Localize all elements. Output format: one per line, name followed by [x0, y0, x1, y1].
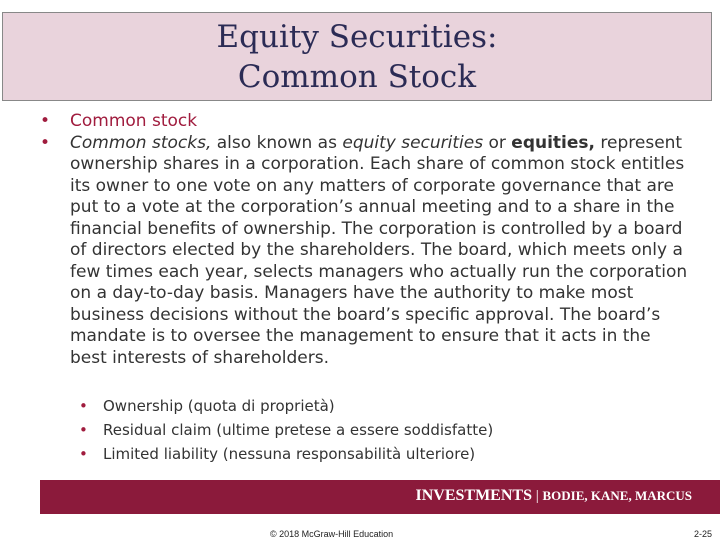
- bullet-paragraph: [70, 133, 690, 370]
- bullet-item: [40, 133, 690, 370]
- footer-bar: [40, 480, 720, 514]
- brand-separator: |: [531, 488, 543, 504]
- bullet-heading: Common stock: [70, 111, 198, 131]
- copyright-notice: © 2018 McGraw-Hill Education: [270, 529, 394, 539]
- paragraph-text: also known as: [211, 132, 343, 153]
- paragraph-text: or: [483, 132, 512, 153]
- slide-title-box: [2, 12, 712, 101]
- bullet-dot-icon: •: [79, 397, 88, 415]
- sub-bullet-text: Ownership (quota di proprietà): [103, 397, 335, 415]
- author-names: BODIE, KANE, MARCUS: [542, 488, 692, 503]
- bullet-dot-icon: •: [79, 445, 88, 463]
- sub-bullet-item: [79, 442, 679, 466]
- term-equities: equities,: [511, 132, 595, 153]
- bullet-item: [40, 111, 690, 133]
- bullet-dot-icon: •: [40, 111, 51, 131]
- paragraph-text: represent ownership shares in a corporation. Each share of common stock entitles its owner to one vote on any matters of corporate governance that are put to a vote at the corporation’s annual meeting and to a share in the financial benefits of ownership. The corporation is controlled by a board of directors elected by the shareholders. The board, which meets only a few times each year, selects managers who actually run the corporation on a day-to-day basis. Managers have the authority to make most business decisions without the board’s specific approval. The board’s mandate is to oversee the management to ensure that it acts in the best interests of shareholders.: [70, 132, 688, 368]
- sub-bullet-text: Limited liability (nessuna responsabilità ulteriore): [103, 445, 476, 463]
- bullet-dot-icon: •: [40, 132, 51, 153]
- term-common-stocks: Common stocks,: [70, 132, 212, 153]
- sub-bullet-text: Residual claim (ultime pretese a essere soddisfatte): [103, 421, 494, 439]
- slide-title-line-2: Common Stock: [237, 59, 477, 95]
- brand-name: INVESTMENTS: [415, 487, 532, 504]
- sub-bullet-item: [79, 394, 679, 418]
- sub-bullet-item: [79, 418, 679, 442]
- footer-brand: [415, 487, 692, 505]
- page-number: 2-25: [693, 529, 712, 539]
- slide-title-line-1: Equity Securities:: [216, 19, 498, 55]
- main-bullet-list: [40, 111, 690, 369]
- term-equity-securities: equity securities: [342, 132, 484, 153]
- sub-bullet-list: [79, 394, 679, 466]
- bullet-dot-icon: •: [79, 421, 88, 439]
